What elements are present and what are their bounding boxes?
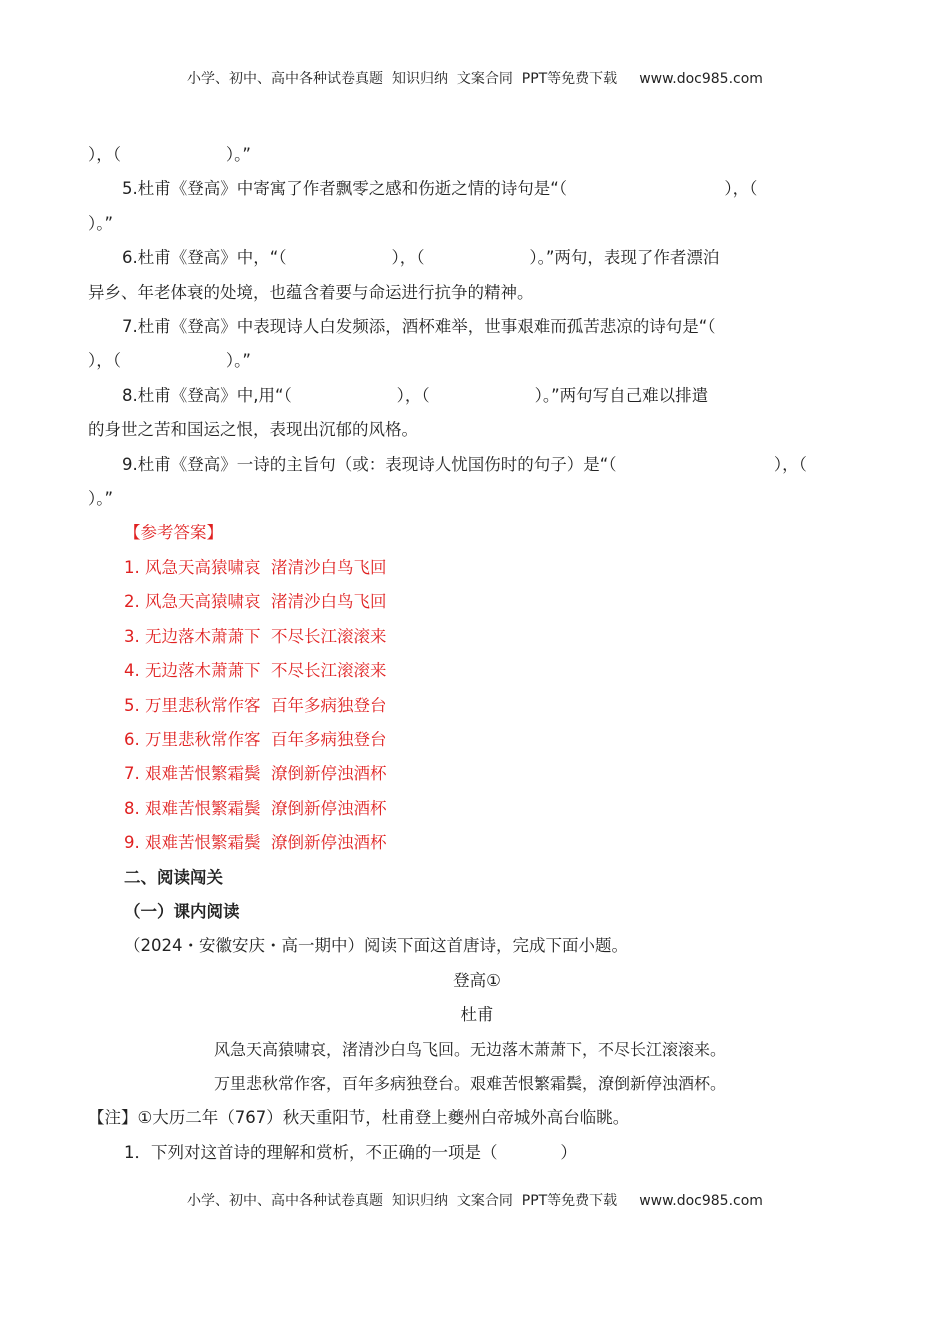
question-8-line1: 8.杜甫《登高》中,用“（ ），（ ）。”两句写自己难以排遣	[122, 385, 709, 405]
question-1: 1．下列对这首诗的理解和赏析，不正确的一项是（ ）	[124, 1142, 577, 1162]
footer-site[interactable]: www.doc985.com	[639, 1193, 763, 1209]
question-5-line2: ）。”	[88, 213, 114, 233]
answer-item: 2. 风急天高猿啸哀 渚清沙白鸟飞回	[124, 592, 387, 612]
answers-list	[88, 551, 866, 861]
question-7-line2: ），（ ）。”	[88, 351, 251, 371]
answers-title: 【参考答案】	[124, 523, 223, 543]
question-5-line1: 5.杜甫《登高》中寄寓了作者飘零之感和伤逝之情的诗句是“（ ），（	[122, 179, 758, 199]
poem-line-1: 风急天高猿啸哀，渚清沙白鸟飞回。无边落木萧萧下，不尽长江滚滚来。	[214, 1039, 727, 1059]
poem-note: 【注】①大历二年（767）秋天重阳节，杜甫登上夔州白帝城外高台临眺。	[88, 1108, 630, 1128]
question-6-line2: 异乡、年老体衰的处境，也蕴含着要与命运进行抗争的精神。	[88, 282, 534, 302]
question-6-line1: 6.杜甫《登高》中，“（ ），（ ）。”两句，表现了作者漂泊	[122, 248, 720, 268]
section-2-subtitle: （一）课内阅读	[124, 901, 240, 921]
page-header	[0, 68, 950, 88]
poem-title: 登高①	[453, 970, 501, 990]
question-9-line2: ）。”	[88, 489, 114, 509]
answer-item: 8. 艰难苦恨繁霜鬓 潦倒新停浊酒杯	[124, 798, 387, 818]
reading-source: （2024・安徽安庆・高一期中）阅读下面这首唐诗，完成下面小题。	[124, 936, 628, 956]
question-7-line1: 7.杜甫《登高》中表现诗人白发频添，酒杯难举，世事艰难而孤苦悲凉的诗句是“（	[122, 317, 716, 337]
header-text: 小学、初中、高中各种试卷真题 知识归纳 文案合同 PPT等免费下载	[187, 71, 618, 87]
question-8-line2: 的身世之苦和国运之恨，表现出沉郁的风格。	[88, 420, 418, 440]
answer-item: 3. 无边落木萧萧下 不尽长江滚滚来	[124, 626, 387, 646]
answer-item: 7. 艰难苦恨繁霜鬓 潦倒新停浊酒杯	[124, 764, 387, 784]
answer-item: 6. 万里悲秋常作客 百年多病独登台	[124, 729, 387, 749]
answer-item: 4. 无边落木萧萧下 不尽长江滚滚来	[124, 661, 387, 681]
document-body	[88, 138, 866, 1170]
header-site[interactable]: www.doc985.com	[639, 71, 763, 87]
answer-item: 9. 艰难苦恨繁霜鬓 潦倒新停浊酒杯	[124, 833, 387, 853]
footer-text: 小学、初中、高中各种试卷真题 知识归纳 文案合同 PPT等免费下载	[187, 1193, 618, 1209]
section-2-title: 二、阅读闯关	[124, 867, 223, 887]
answer-item: 5. 万里悲秋常作客 百年多病独登台	[124, 695, 387, 715]
answer-item: 1. 风急天高猿啸哀 渚清沙白鸟飞回	[124, 557, 387, 577]
question-9-line1: 9.杜甫《登高》一诗的主旨句（或：表现诗人忧国伤时的句子）是“（ ），（	[122, 454, 807, 474]
poem-line-2: 万里悲秋常作客，百年多病独登台。艰难苦恨繁霜鬓，潦倒新停浊酒杯。	[214, 1073, 727, 1093]
poem-author: 杜甫	[460, 1005, 494, 1025]
line-blanks-4: ），（ ）。”	[88, 145, 251, 164]
page-footer	[0, 1190, 950, 1210]
